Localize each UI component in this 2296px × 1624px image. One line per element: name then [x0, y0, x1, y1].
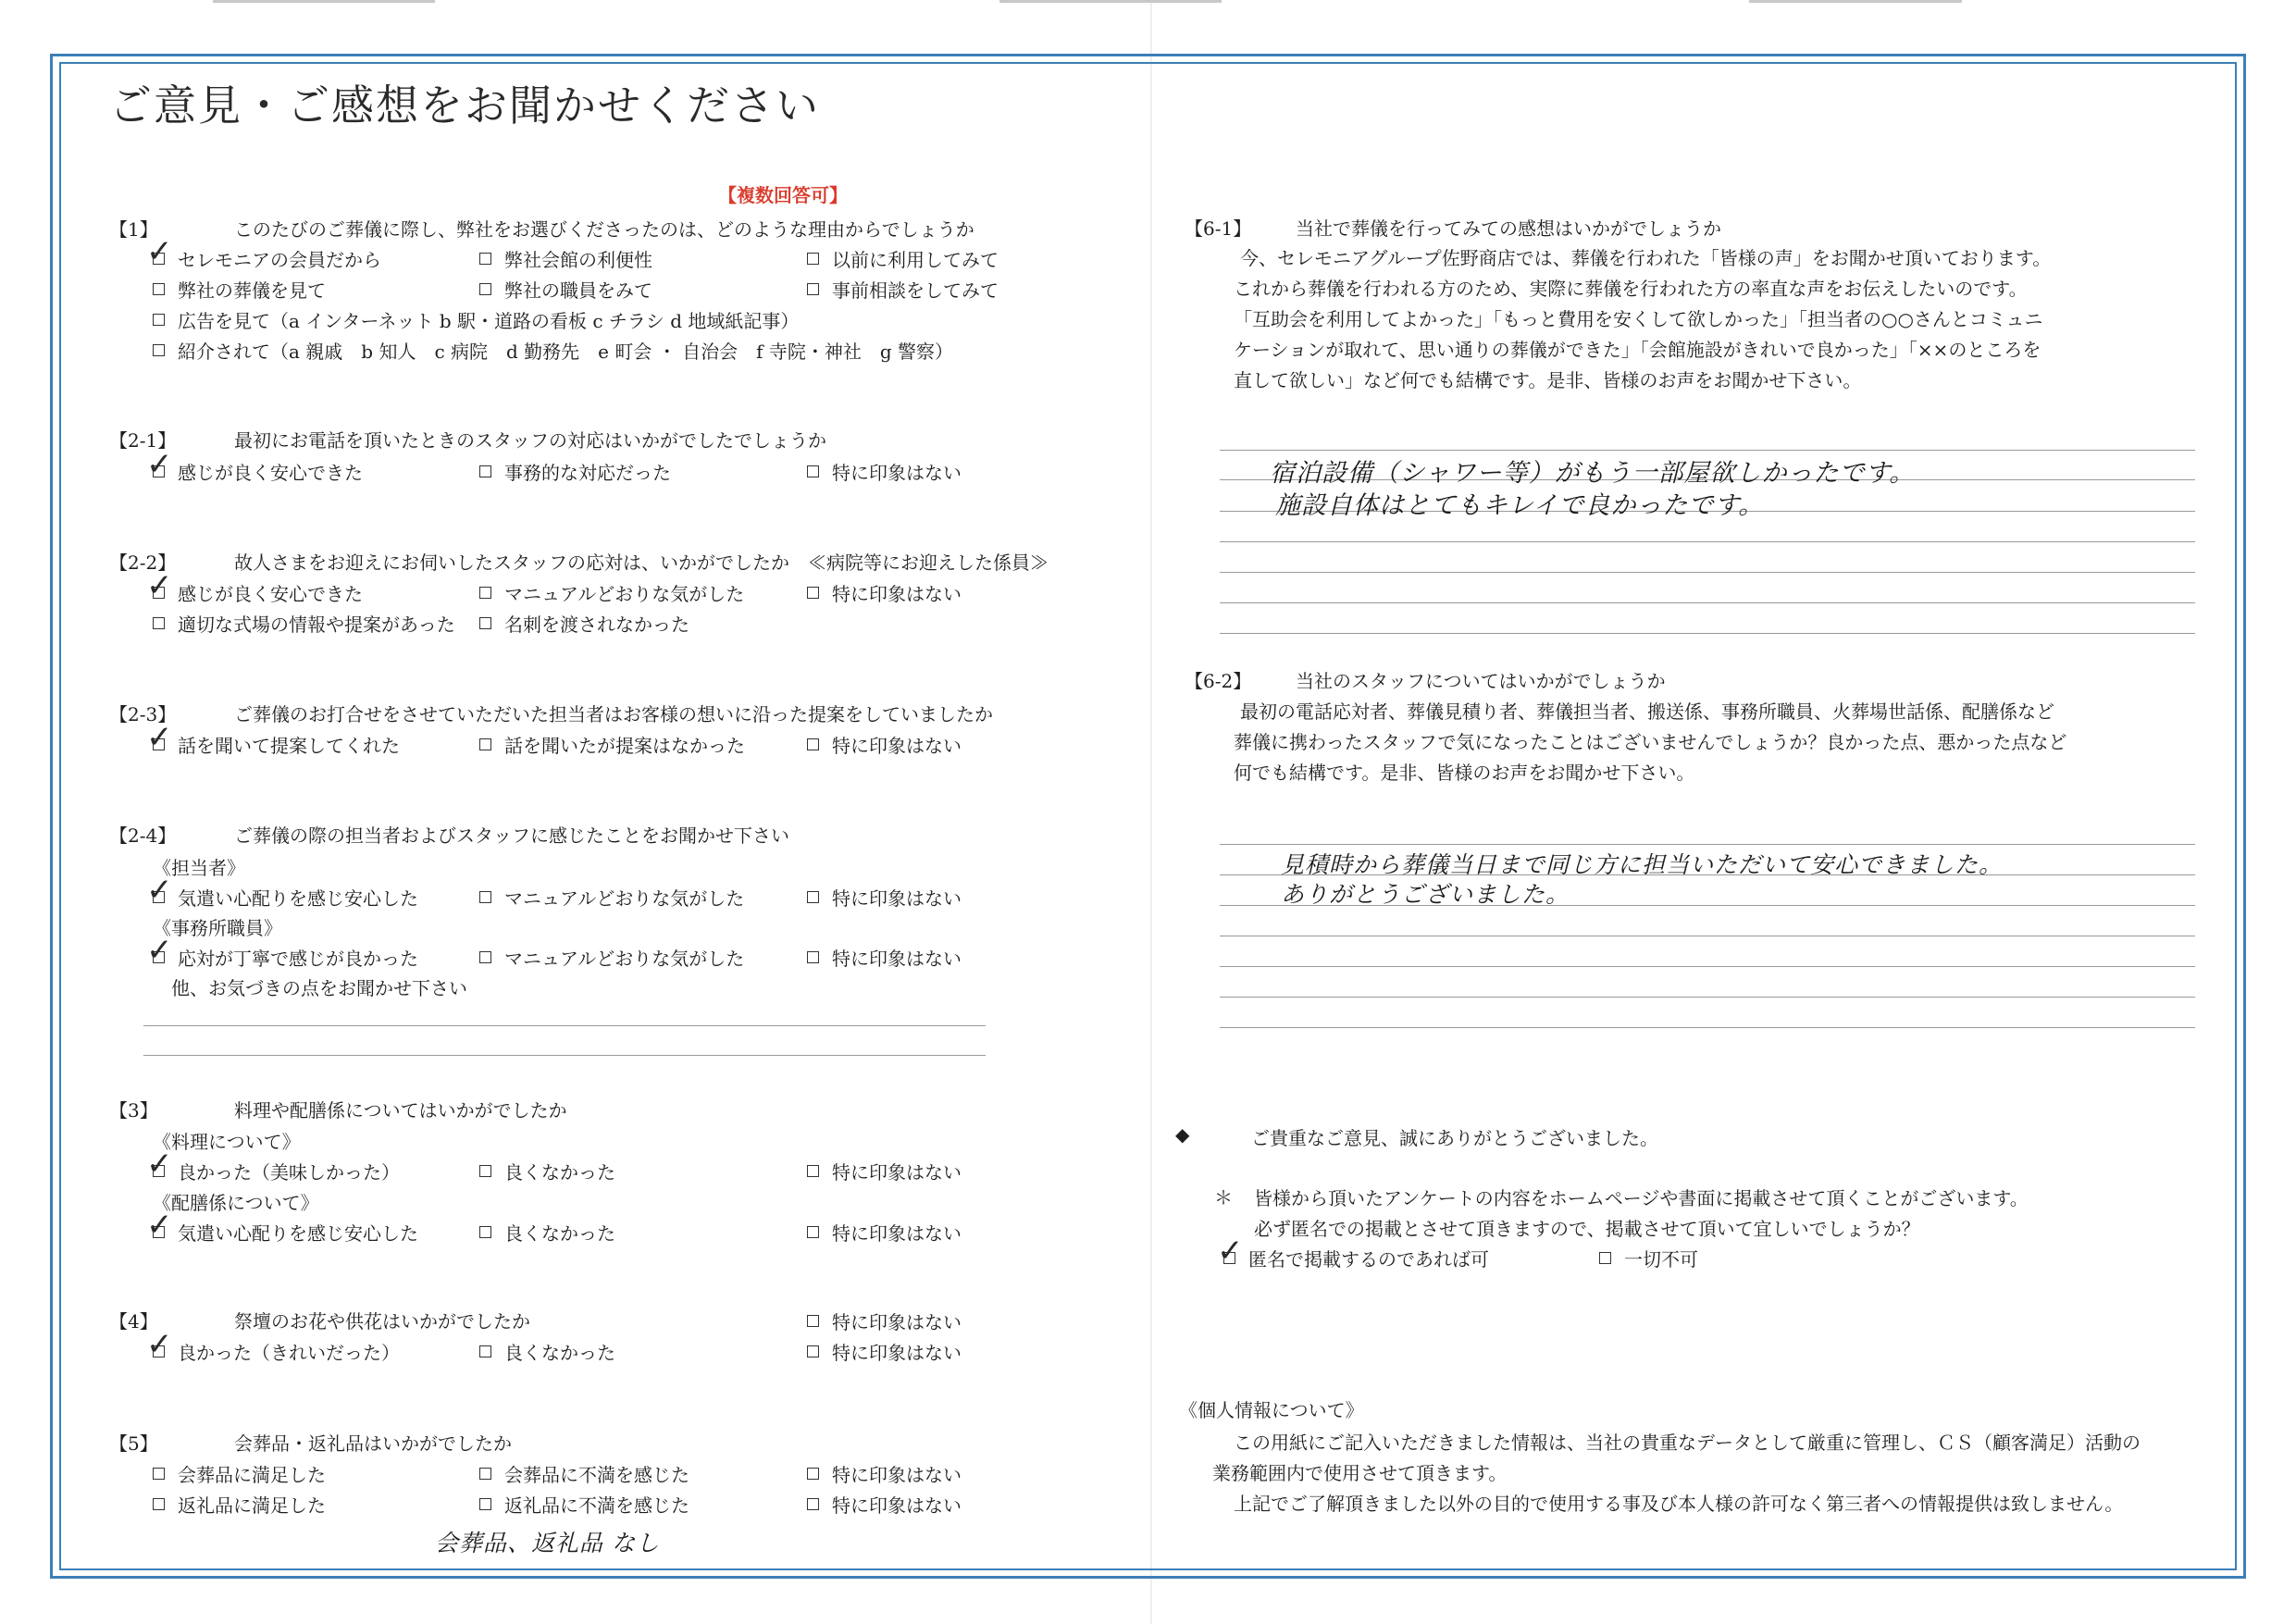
publish-notice-line1: 皆様から頂いたアンケートの内容をホームページや書面に掲載させて頂くことがございます。	[1254, 1187, 2029, 1209]
q61-description-line: ケーションが取れて、思い通りの葬儀ができた」「会館施設がきれいで良かった」「××のところを	[1234, 339, 2042, 361]
q4-option-no-impression-top[interactable]: 特に印象はない	[807, 1308, 962, 1334]
checkbox[interactable]	[479, 1165, 491, 1177]
q24-other-prompt: 他、お気づきの点をお聞かせ下さい	[171, 977, 467, 999]
q23-option-proposed[interactable]: ✓ 話を聞いて提案してくれた	[153, 731, 400, 758]
checkbox-checked[interactable]	[153, 465, 165, 477]
checkbox[interactable]	[153, 617, 165, 629]
q22-option-no-impression[interactable]: 特に印象はない	[807, 579, 962, 606]
checkbox[interactable]	[807, 1498, 819, 1510]
q24-person-option-care[interactable]: ✓ 気遣い心配りを感じ安心した	[153, 884, 418, 911]
checkbox[interactable]	[807, 465, 819, 477]
question-4: 【4】 祭壇のお花や供花はいかがでしたか	[109, 1310, 530, 1333]
checkbox[interactable]	[807, 283, 819, 295]
checkbox[interactable]	[807, 1226, 819, 1238]
q62-handwritten-line: ありがとうございました。	[1281, 881, 1570, 908]
q24-sub-heading-office-staff: 《事務所職員》	[153, 917, 282, 939]
answer-line[interactable]	[1220, 997, 2195, 998]
q23-option-no-proposal[interactable]: 話を聞いたが提案はなかった	[479, 731, 745, 758]
q22-option-venue-info[interactable]: 適切な式場の情報や提案があった	[153, 610, 455, 637]
q24-office-option-polite[interactable]: ✓ 応対が丁寧で感じが良かった	[153, 944, 418, 971]
q61-description-line: 今、セレモニアグループ佐野商店では、葬儀を行われた「皆様の声」をお聞かせ頂いております。	[1240, 247, 2052, 269]
q3-sub-heading-food: 《料理について》	[153, 1131, 301, 1153]
q62-description-line: 何でも結構です。是非、皆様のお声をお聞かせ下さい。	[1234, 762, 1695, 784]
q23-option-no-impression[interactable]: 特に印象はない	[807, 731, 962, 758]
checkbox[interactable]	[479, 617, 491, 629]
question-text: このたびのご葬儀に際し、弊社をお選びくださったのは、どのような理由からでしょうか	[234, 218, 974, 241]
question-2-1: 【2-1】 最初にお電話を頂いたときのスタッフの対応はいかがでしたでしょうか	[109, 429, 826, 452]
publish-notice-line2: 必ず匿名での掲載とさせて頂きますので、掲載させて頂いて宜しいでしょうか？	[1254, 1218, 1920, 1240]
q61-handwritten-line: 宿泊設備（シャワー等）がもう一部屋欲しかったです。	[1270, 459, 1916, 488]
checkbox[interactable]	[807, 587, 819, 599]
checkbox[interactable]	[479, 587, 491, 599]
q5-option-gift-no-impression[interactable]: 特に印象はない	[807, 1460, 962, 1487]
q1-option-member[interactable]: ✓ セレモニアの会員だから	[153, 245, 381, 272]
q24-person-option-no-impression[interactable]: 特に印象はない	[807, 884, 962, 911]
checkbox[interactable]	[807, 1468, 819, 1480]
q24-office-option-manual[interactable]: マニュアルどおりな気がした	[479, 944, 744, 971]
checkbox-checked[interactable]	[153, 891, 165, 903]
checkbox[interactable]	[807, 1315, 819, 1327]
question-5: 【5】 会葬品・返礼品はいかがでしたか	[109, 1432, 512, 1455]
q61-description-line: 「互助会を利用してよかった」「もっと費用を安くして欲しかった」「担当者の○○さんとコミュニ	[1234, 308, 2043, 330]
checkbox[interactable]	[153, 1498, 165, 1510]
q21-option-good[interactable]: ✓ 感じが良く安心できた	[153, 458, 363, 485]
publish-option-anonymous[interactable]: ✓ 匿名で掲載するのであれば可	[1223, 1245, 1489, 1271]
answer-line[interactable]	[1220, 633, 2195, 634]
checkbox[interactable]	[479, 465, 491, 477]
checkbox[interactable]	[807, 1345, 819, 1357]
q1-option-referral[interactable]: 紹介されて（a 親戚 b 知人 c 病院 d 勤務先 e 町会 ・ 自治会 f 寺院・神社 g 警察）	[153, 337, 953, 364]
question-1	[109, 215, 974, 242]
question-2-4: 【2-4】 ご葬儀の際の担当者およびスタッフに感じたことをお聞かせ下さい	[109, 824, 789, 847]
q3-server-option-care[interactable]: ✓ 気遣い心配りを感じ安心した	[153, 1219, 418, 1246]
checkbox[interactable]	[153, 283, 165, 295]
checkbox-checked[interactable]	[153, 738, 165, 750]
checkbox[interactable]	[153, 344, 165, 356]
privacy-heading: 《個人情報について》	[1179, 1399, 1364, 1421]
q1-option-saw-funeral[interactable]: 弊社の葬儀を見て	[153, 276, 326, 303]
question-number: 【1】	[109, 218, 158, 241]
q1-option-convenience[interactable]: 弊社会館の利便性	[479, 245, 652, 272]
q3-server-option-bad[interactable]: 良くなかった	[479, 1219, 615, 1246]
asterisk-icon: ＊	[1214, 1186, 1233, 1209]
q62-handwritten-line: 見積時から葬儀当日まで同じ方に担当いただいて安心できました。	[1281, 851, 2004, 878]
question-2-3: 【2-3】 ご葬儀のお打合せをさせていただいた担当者はお客様の想いに沿った提案をしていましたか	[109, 703, 993, 725]
privacy-line: この用紙にご記入いただきました情報は、当社の貴重なデータとして厳重に管理し、ＣＳ（顧客満足）活動の	[1234, 1432, 2141, 1454]
q1-option-staff[interactable]: 弊社の職員をみて	[479, 276, 652, 303]
checkbox[interactable]	[479, 1226, 491, 1238]
q22-option-manual[interactable]: マニュアルどおりな気がした	[479, 579, 744, 606]
q61-handwritten-line: 施設自体はとてもキレイで良かったです。	[1275, 491, 1765, 520]
q24-sub-heading-person-in-charge: 《担当者》	[153, 857, 245, 879]
q5-option-return-dissatisfied[interactable]: 返礼品に不満を感じた	[479, 1491, 689, 1518]
question-2-2: 【2-2】 故人さまをお迎えにお伺いしたスタッフの応対は、いかがでしたか ≪病院等にお迎えした係員≫	[109, 552, 1049, 574]
checkbox[interactable]	[479, 891, 491, 903]
q5-option-return-no-impression[interactable]: 特に印象はない	[807, 1491, 962, 1518]
q24-person-option-manual[interactable]: マニュアルどおりな気がした	[479, 884, 744, 911]
q61-description-line: これから葬儀を行われる方のため、実際に葬儀を行われた方の率直な声をお伝えしたいのです。	[1234, 278, 2028, 300]
checkbox-checked[interactable]	[153, 951, 165, 963]
multi-answer-note: 【複数回答可】	[718, 184, 848, 206]
answer-line[interactable]	[143, 1055, 986, 1056]
q3-sub-heading-servers: 《配膳係について》	[153, 1192, 319, 1214]
question-6-2: 【6-2】 当社のスタッフについてはいかがでしょうか	[1185, 670, 1666, 692]
answer-line[interactable]	[1220, 1027, 2195, 1028]
q4-option-no-impression[interactable]: 特に印象はない	[807, 1338, 962, 1365]
checkbox[interactable]	[153, 314, 165, 326]
q1-option-advertisement[interactable]: 広告を見て（a インターネット b 駅・道路の看板 c チラシ d 地域紙記事）	[153, 306, 799, 333]
q3-food-option-bad[interactable]: 良くなかった	[479, 1158, 615, 1184]
q62-description-line: 葬儀に携わったスタッフで気になったことはございませんでしょうか？良かった点、悪かった点など	[1234, 731, 2067, 753]
q3-food-option-good[interactable]: ✓ 良かった（美味しかった）	[153, 1158, 400, 1184]
checkbox[interactable]	[479, 1498, 491, 1510]
q61-description-line: 直して欲しい」など何でも結構です。是非、皆様のお声をお聞かせ下さい。	[1234, 369, 1862, 391]
checkbox-checked[interactable]	[153, 1226, 165, 1238]
checkbox[interactable]	[479, 1468, 491, 1480]
q4-option-good[interactable]: ✓ 良かった（きれいだった）	[153, 1338, 400, 1365]
q4-option-bad[interactable]: 良くなかった	[479, 1338, 615, 1365]
checkbox[interactable]	[807, 951, 819, 963]
scan-mark	[999, 0, 1222, 3]
answer-line[interactable]	[1220, 541, 2195, 542]
checkbox[interactable]	[807, 738, 819, 750]
q22-option-good[interactable]: ✓ 感じが良く安心できた	[153, 579, 363, 606]
checkbox-checked[interactable]	[153, 1345, 165, 1357]
thanks-message: ご貴重なご意見、誠にありがとうございました。	[1251, 1127, 1658, 1149]
q22-option-no-card[interactable]: 名刺を渡されなかった	[479, 610, 689, 637]
q5-option-return-satisfied[interactable]: 返礼品に満足した	[153, 1491, 326, 1518]
answer-line[interactable]	[1220, 450, 2195, 451]
checkbox[interactable]	[479, 951, 491, 963]
checkbox[interactable]	[807, 253, 819, 265]
answer-line[interactable]	[1220, 572, 2195, 573]
q3-server-option-no-impression[interactable]: 特に印象はない	[807, 1219, 962, 1246]
checkbox-checked[interactable]	[1223, 1252, 1235, 1264]
checkbox-checked[interactable]	[153, 1165, 165, 1177]
diamond-bullet-icon: ◆	[1175, 1123, 1190, 1146]
checkbox[interactable]	[479, 1345, 491, 1357]
checkbox[interactable]	[1599, 1252, 1611, 1264]
checkbox[interactable]	[479, 253, 491, 265]
checkbox[interactable]	[807, 1165, 819, 1177]
privacy-line: 業務範囲内で使用させて頂きます。	[1212, 1462, 1508, 1484]
question-6-1: 【6-1】 当社で葬儀を行ってみての感想はいかがでしょうか	[1185, 217, 1721, 240]
checkbox-checked[interactable]	[153, 587, 165, 599]
checkbox[interactable]	[479, 283, 491, 295]
q5-option-gift-satisfied[interactable]: 会葬品に満足した	[153, 1460, 326, 1487]
q5-handwritten-note: 会葬品、返礼品 なし	[435, 1530, 660, 1556]
q1-option-used-before[interactable]: 以前に利用してみて	[807, 245, 999, 272]
q21-option-businesslike[interactable]: 事務的な対応だった	[479, 458, 671, 485]
q62-description-line: 最初の電話応対者、葬儀見積り者、葬儀担当者、搬送係、事務所職員、火葬場世話係、配膳係など	[1240, 700, 2054, 723]
privacy-line: 上記でご了解頂きました以外の目的で使用する事及び本人様の許可なく第三者への情報提供は致しません。	[1234, 1493, 2124, 1515]
checkbox[interactable]	[153, 1468, 165, 1480]
q24-office-option-no-impression[interactable]: 特に印象はない	[807, 944, 962, 971]
checkbox[interactable]	[479, 738, 491, 750]
question-3: 【3】 料理や配膳係についてはいかがでしたか	[109, 1099, 567, 1122]
scan-mark	[1749, 0, 1962, 3]
q1-option-consultation[interactable]: 事前相談をしてみて	[807, 276, 999, 303]
scan-mark	[213, 0, 435, 3]
publish-option-refuse[interactable]: 一切不可	[1599, 1245, 1698, 1271]
q21-option-no-impression[interactable]: 特に印象はない	[807, 458, 962, 485]
answer-line[interactable]	[1220, 844, 2195, 845]
q3-food-option-no-impression[interactable]: 特に印象はない	[807, 1158, 962, 1184]
answer-line[interactable]	[1220, 966, 2195, 967]
q5-option-gift-dissatisfied[interactable]: 会葬品に不満を感じた	[479, 1460, 689, 1487]
answer-line[interactable]	[143, 1025, 986, 1026]
answer-line[interactable]	[1220, 602, 2195, 603]
checkbox-checked[interactable]	[153, 253, 165, 265]
page-title: ご意見・ご感想をお聞かせください	[109, 81, 820, 130]
checkbox[interactable]	[807, 891, 819, 903]
